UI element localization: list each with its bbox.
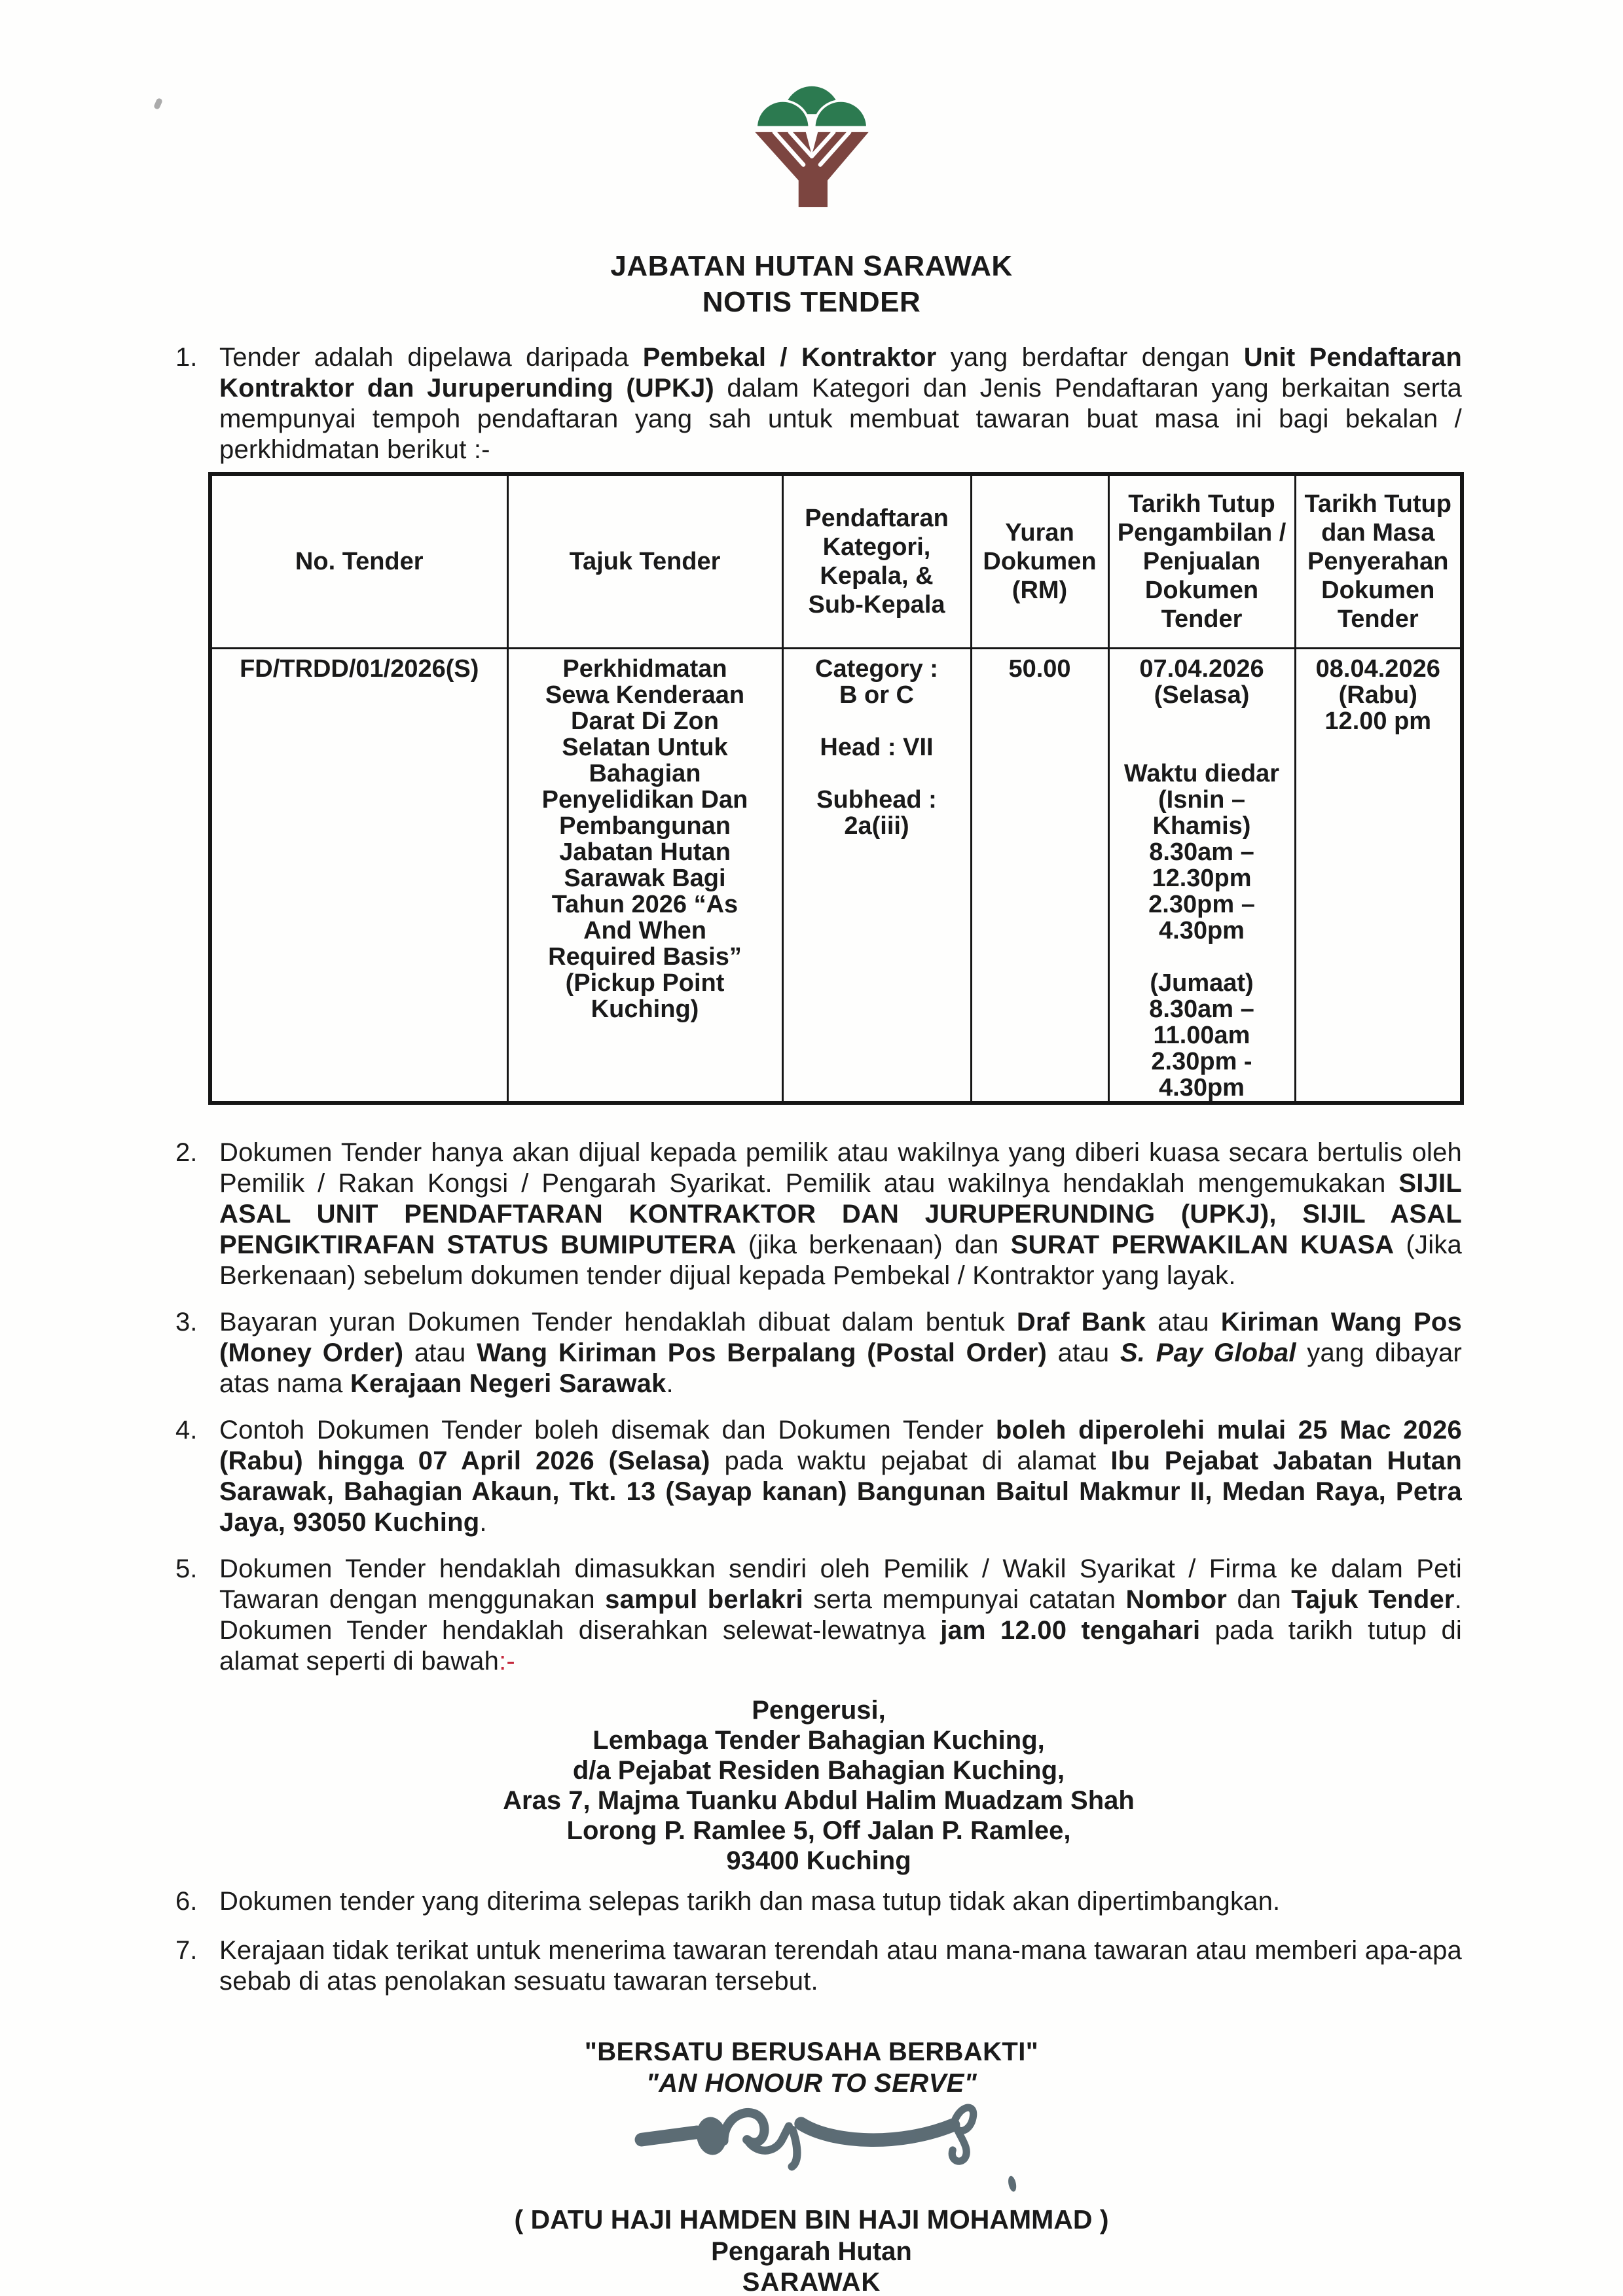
item-number: 7. [175, 1936, 198, 1965]
item-number: 2. [175, 1138, 198, 1167]
notice-item-2 [175, 1138, 1462, 1291]
doc-title: NOTIS TENDER [702, 286, 921, 318]
org-title: JABATAN HUTAN SARAWAK [610, 250, 1013, 282]
submission-closing-cell: 08.04.2026 (Rabu) 12.00 pm [1295, 649, 1462, 1103]
col-tarikh-pengambilan: Tarikh Tutup Pengambilan / Penjualan Dokumen Tender [1108, 474, 1295, 649]
scan-artifact-speck [153, 98, 163, 110]
tender-table [208, 472, 1464, 1105]
notice-body [0, 342, 1623, 1997]
notice-item-7 [175, 1935, 1462, 1997]
registration-cell: Category : B or C Head : VII Subhead : 2a(iii) [782, 649, 971, 1103]
item-number: 5. [175, 1554, 198, 1583]
col-tarikh-penyerahan: Tarikh Tutup dan Masa Penyerahan Dokumen Tender [1295, 474, 1462, 649]
tree-logo-icon [749, 69, 875, 208]
tender-table-header-row [210, 474, 1462, 649]
item-number: 4. [175, 1416, 198, 1444]
item-number: 1. [175, 343, 198, 372]
notice-item-4 [175, 1415, 1462, 1538]
slogan-english: "AN HONOUR TO SERVE" [646, 2069, 977, 2098]
col-pendaftaran: Pendaftaran Kategori, Kepala, & Sub-Kepala [782, 474, 971, 649]
document-title-block [0, 248, 1623, 320]
forestry-logo [749, 69, 875, 211]
notice-item-3 [175, 1307, 1462, 1399]
item-text: Dokumen Tender hanya akan dijual kepada pemilik atau wakilnya yang diberi kuasa secara bertulis oleh Pemilik / Rakan Kongsi / Pengarah Syarikat. Pemilik atau wakilnya hendaklah mengemukakan SIJIL ASAL UNIT PENDAFTARAN KONTRAKTOR DAN JURUPERUNDING (UPKJ), SIJIL ASAL PENGIKTIRAFAN STATUS BUMIPUTERA (jika berkenaan) dan SURAT PERWAKILAN KUASA (Jika Berkenaan) sebelum dokumen tender dijual kepada Pembekal / Kontraktor yang layak. [219, 1138, 1462, 1290]
item-text: Tender adalah dipelawa daripada Pembekal / Kontraktor yang berdaftar dengan Unit Pendaftaran Kontraktor dan Juruperunding (UPKJ) dalam Kategori dan Jenis Pendaftaran yang berkaitan serta mempunyai tempoh pendaftaran yang sah untuk membuat tawaran buat masa ini bagi bekalan / perkhidmatan berikut :- [219, 343, 1462, 464]
signatory-name: ( DATU HAJI HAMDEN BIN HAJI MOHAMMAD ) [514, 2204, 1109, 2234]
signature [621, 2102, 1053, 2203]
item-text: Contoh Dokumen Tender boleh disemak dan Dokumen Tender boleh diperolehi mulai 25 Mac 2026 (Rabu) hingga 07 April 2026 (Selasa) pada waktu pejabat di alamat Ibu Pejabat Jabatan Hutan Sarawak, Bahagian Akaun, Tkt. 13 (Sayap kanan) Bangunan Baitul Makmur II, Medan Raya, Petra Jaya, 93050 Kuching. [219, 1416, 1462, 1537]
item-number: 3. [175, 1308, 198, 1336]
col-no-tender: No. Tender [210, 474, 507, 649]
signatory-title: Pengarah Hutan [711, 2237, 912, 2266]
item-text: Bayaran yuran Dokumen Tender hendaklah dibuat dalam bentuk Draf Bank atau Kiriman Wang Pos (Money Order) atau Wang Kiriman Pos Berpalang (Postal Order) atau S. Pay Global yang dibayar atas nama Kerajaan Negeri Sarawak. [219, 1308, 1463, 1398]
sale-closing-cell: 07.04.2026 (Selasa) Waktu diedar (Isnin – Khamis) 8.30am – 12.30pm 2.30pm – 4.30pm (Jumaat) 8.30am – 11.00am 2.30pm - 4.30pm [1108, 649, 1295, 1103]
submission-address-block: Pengerusi, Lembaga Tender Bahagian Kuching, d/a Pejabat Residen Bahagian Kuching, Aras 7, Majma Tuanku Abdul Halim Muadzam Shah Lorong P. Ramlee 5, Off Jalan P. Ramlee, 93400 Kuching [503, 1696, 1135, 1875]
item-number: 6. [175, 1887, 198, 1916]
slogan-malay: "BERSATU BERUSAHA BERBAKTI" [584, 2037, 1039, 2066]
col-yuran: Yuran Dokumen (RM) [971, 474, 1108, 649]
item-text: Dokumen tender yang diterima selepas tarikh dan masa tutup tidak akan dipertimbangkan. [219, 1887, 1281, 1916]
tender-table-row [210, 649, 1462, 1103]
tender-title-cell: Perkhidmatan Sewa Kenderaan Darat Di Zon Selatan Untuk Bahagian Penyelidikan Dan Pembangunan Jabatan Hutan Sarawak Bagi Tahun 2026 “As And When Required Basis” (Pickup Point Kuching) [507, 649, 782, 1103]
item-text: Dokumen Tender hendaklah dimasukkan sendiri oleh Pemilik / Wakil Syarikat / Firma ke dalam Peti Tawaran dengan menggunakan sampul berlakri serta mempunyai catatan Nombor dan Tajuk Tender. Dokumen Tender hendaklah diserahkan selewat-lewatnya jam 12.00 tengahari pada tarikh tutup di alamat seperti di bawah:- [219, 1554, 1462, 1676]
footer-block [0, 2036, 1623, 2296]
fee-cell: 50.00 [971, 649, 1108, 1103]
notice-item-6 [175, 1886, 1462, 1917]
notice-item-5 [175, 1554, 1462, 1677]
tender-no-cell: FD/TRDD/01/2026(S) [210, 649, 507, 1103]
notice-item-1 [175, 342, 1462, 465]
item-text: Kerajaan tidak terikat untuk menerima tawaran terendah atau mana-mana tawaran atau memberi apa-apa sebab di atas penolakan sesuatu tawaran tersebut. [219, 1936, 1462, 1996]
signature-scrawl-icon [621, 2102, 1053, 2200]
col-tajuk-tender: Tajuk Tender [507, 474, 782, 649]
signatory-region: SARAWAK [740, 2267, 883, 2296]
